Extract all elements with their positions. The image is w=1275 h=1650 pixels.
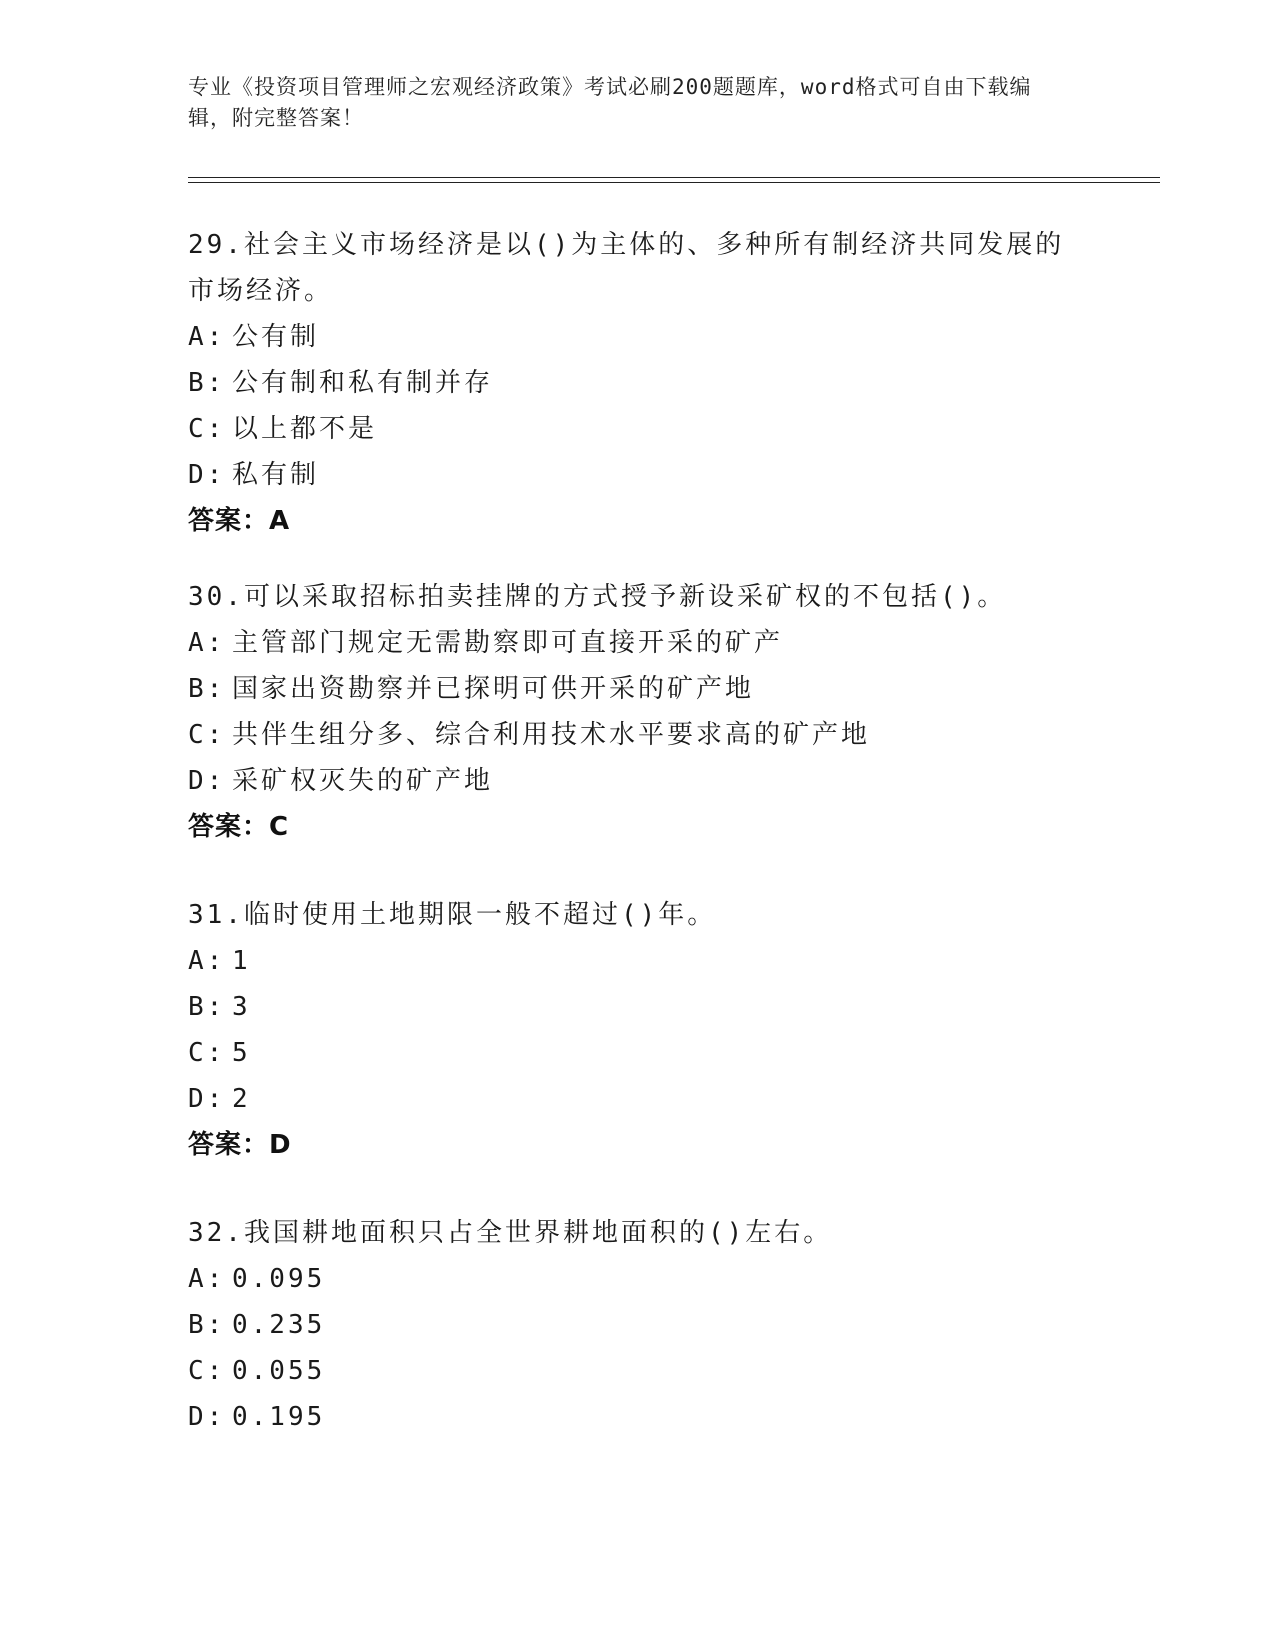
- option-text: 公有制和私有制并存: [232, 368, 494, 398]
- option-d: [188, 1076, 1088, 1122]
- option-c: [188, 1348, 1088, 1394]
- option-key: A:: [188, 322, 226, 352]
- option-text: 共伴生组分多、综合利用技术水平要求高的矿产地: [232, 720, 871, 750]
- option-text: 0.095: [232, 1264, 326, 1294]
- option-b: [188, 666, 1088, 712]
- option-text: 0.055: [232, 1356, 326, 1386]
- option-key: B:: [188, 674, 226, 704]
- option-text: 0.195: [232, 1402, 326, 1432]
- option-key: D:: [188, 766, 226, 796]
- document-header: 专业《投资项目管理师之宏观经济政策》考试必刷200题题库，word格式可自由下载编辑，附完整答案！: [188, 75, 1032, 130]
- option-text: 2: [232, 1084, 251, 1114]
- option-text: 采矿权灭失的矿产地: [232, 766, 494, 796]
- option-text: 3: [232, 992, 251, 1022]
- question-stem: 29.社会主义市场经济是以()为主体的、多种所有制经济共同发展的市场经济。: [188, 230, 1065, 306]
- option-key: B:: [188, 992, 226, 1022]
- option-key: A:: [188, 628, 226, 658]
- option-text: 1: [232, 946, 251, 976]
- question-stem: 30.可以采取招标拍卖挂牌的方式授予新设采矿权的不包括()。: [188, 582, 1007, 612]
- question-32: [188, 1210, 1088, 1440]
- option-b: [188, 1302, 1088, 1348]
- option-d: [188, 1394, 1088, 1440]
- option-d: [188, 452, 1088, 498]
- option-key: D:: [188, 460, 226, 490]
- option-b: [188, 360, 1088, 406]
- option-a: [188, 620, 1088, 666]
- option-a: [188, 314, 1088, 360]
- option-a: [188, 938, 1088, 984]
- option-key: B:: [188, 1310, 226, 1340]
- option-key: A:: [188, 1264, 226, 1294]
- option-d: [188, 758, 1088, 804]
- option-text: 主管部门规定无需勘察即可直接开采的矿产: [232, 628, 784, 658]
- option-key: D:: [188, 1084, 226, 1114]
- answer: 答案：C: [188, 812, 290, 842]
- option-text: 5: [232, 1038, 251, 1068]
- option-text: 国家出资勘察并已探明可供开采的矿产地: [232, 674, 755, 704]
- option-text: 公有制: [232, 322, 320, 352]
- option-key: A:: [188, 946, 226, 976]
- option-key: C:: [188, 720, 226, 750]
- option-text: 私有制: [232, 460, 320, 490]
- option-key: B:: [188, 368, 226, 398]
- option-b: [188, 984, 1088, 1030]
- answer: 答案：D: [188, 1130, 292, 1160]
- question-stem: 31.临时使用土地期限一般不超过()年。: [188, 900, 717, 930]
- option-key: C:: [188, 1356, 226, 1386]
- question-29: [188, 222, 1088, 544]
- question-30: [188, 574, 1088, 850]
- question-31: [188, 892, 1088, 1168]
- question-stem: 32.我国耕地面积只占全世界耕地面积的()左右。: [188, 1218, 833, 1248]
- option-c: [188, 406, 1088, 452]
- header-rule-top: [188, 177, 1160, 178]
- answer: 答案：A: [188, 506, 291, 536]
- header-rule-bottom: [188, 182, 1160, 183]
- option-key: D:: [188, 1402, 226, 1432]
- option-text: 以上都不是: [232, 414, 378, 444]
- option-c: [188, 712, 1088, 758]
- option-key: C:: [188, 1038, 226, 1068]
- option-key: C:: [188, 414, 226, 444]
- option-a: [188, 1256, 1088, 1302]
- option-c: [188, 1030, 1088, 1076]
- option-text: 0.235: [232, 1310, 326, 1340]
